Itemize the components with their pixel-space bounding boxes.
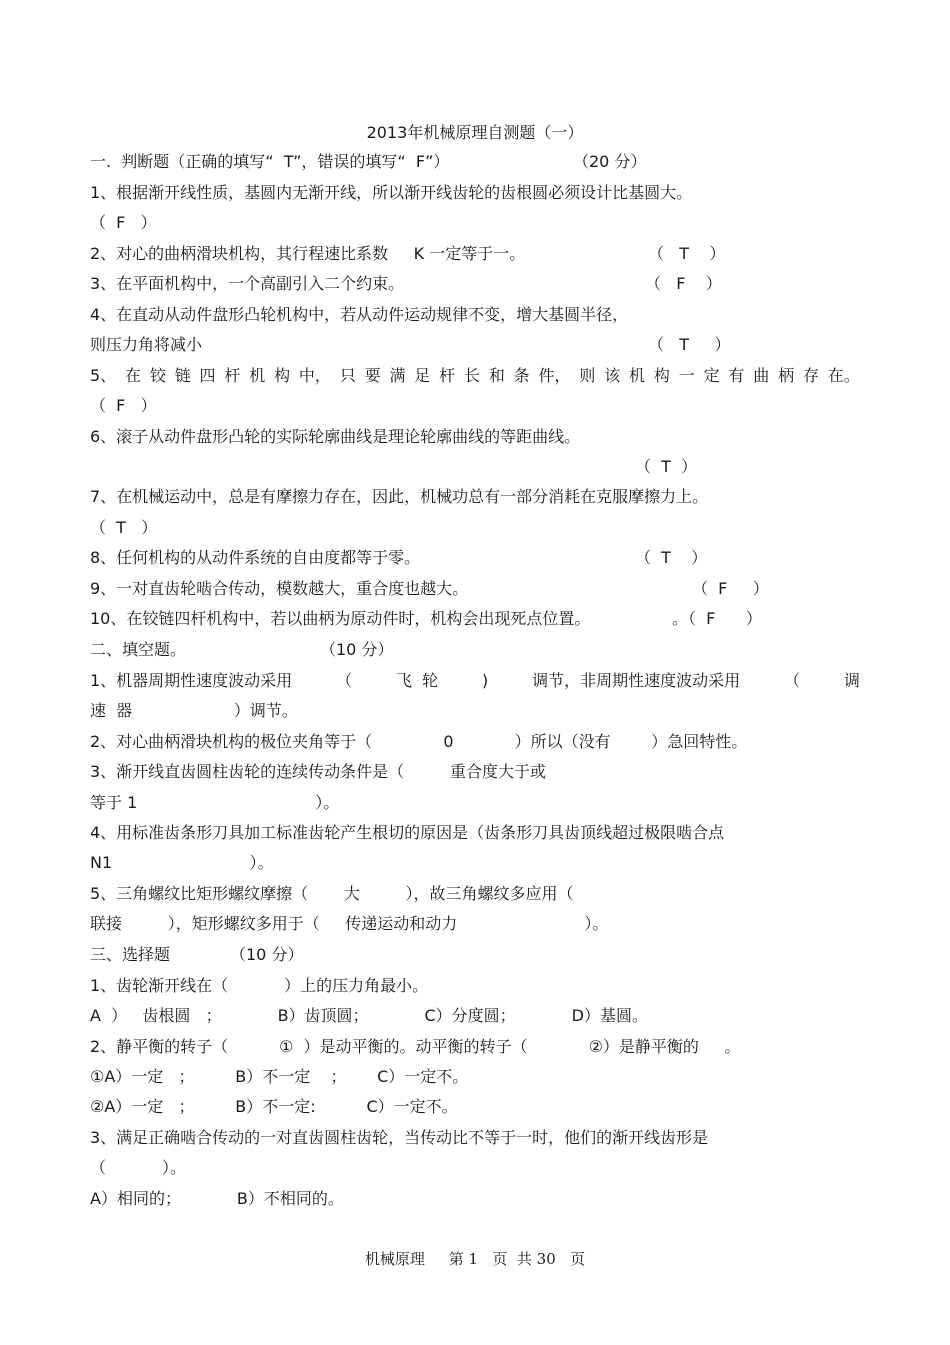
question-1-1-text: 1、根据渐开线性质，基圆内无渐开线，所以渐开线齿轮的齿根圆必须设计比基圆大。 xyxy=(90,183,693,202)
question-3-3-text-line2: （ ）。 xyxy=(90,1158,186,1177)
question-1-1-answer: （ F ） xyxy=(90,213,157,232)
question-1-5-text: 5、 在 铰 链 四 杆 机 构 中， 只 要 满 足 杆 长 和 条 件， 则 该 机 构 一 定 有 曲 柄 存 在。 xyxy=(90,366,860,385)
question-2-4-text: 4、用标准齿条形刀具加工标准齿轮产生根切的原因是（齿条形刀具齿顶线超过极限啮合点 xyxy=(90,823,725,842)
section2-score: （10 分） xyxy=(320,640,394,659)
question-3-1-options: A ） 齿根圆 ； B）齿顶圆； C）分度圆； D）基圆。 xyxy=(90,1006,648,1025)
question-1-3-text: 3、在平面机构中，一个高副引入二个约束。 xyxy=(90,274,405,293)
question-1-5-answer: （ F ） xyxy=(90,396,157,415)
question-1-2-answer: （ T ） xyxy=(648,244,726,263)
question-1-10-answer: 。（ F ） xyxy=(672,609,762,628)
question-3-3-text: 3、满足正确啮合传动的一对直齿圆柱齿轮，当传动比不等于一时，他们的渐开线齿形是 xyxy=(90,1128,709,1147)
question-2-3-text: 3、渐开线直齿圆柱齿轮的连续传动条件是（ 重合度大于或 xyxy=(90,762,546,781)
question-1-6-text: 6、滚子从动件盘形凸轮的实际轮廓曲线是理论轮廓曲线的等距曲线。 xyxy=(90,427,581,446)
question-1-8-answer: （ T ） xyxy=(635,548,708,567)
question-2-1-text: 1、机器周期性速度波动采用 （ 飞 轮 ) 调节，非周期性速度波动采用 （ 调 xyxy=(90,671,860,690)
question-3-2-text: 2、静平衡的转子（ ① ）是动平衡的。动平衡的转子（ ②）是静平衡的 。 xyxy=(90,1037,741,1056)
question-1-2-text: 2、对心的曲柄滑块机构，其行程速比系数 K 一定等于一。 xyxy=(90,244,526,263)
question-2-4-text-line2: N1 ）。 xyxy=(90,853,274,872)
question-2-1-text-line2: 速 器 ）调节。 xyxy=(90,701,298,720)
section2-heading: 二、填空题。 xyxy=(90,640,187,659)
question-1-9-answer: （ F ） xyxy=(692,579,769,598)
question-3-2-options-2: ②A）一定 ； B）不一定: C）一定不。 xyxy=(90,1097,458,1116)
question-2-3-text-line2: 等于 1 ）。 xyxy=(90,793,340,812)
question-1-7-text: 7、在机械运动中，总是有摩擦力存在，因此，机械功总有一部分消耗在克服摩擦力上。 xyxy=(90,487,709,506)
question-3-1-text: 1、齿轮渐开线在（ ）上的压力角最小。 xyxy=(90,976,429,995)
question-2-2-text: 2、对心曲柄滑块机构的极位夹角等于（ 0 ）所以（没有 ）急回特性。 xyxy=(90,732,748,751)
question-1-3-answer: （ F ） xyxy=(645,274,722,293)
question-1-4-text-line2: 则压力角将减小 xyxy=(90,335,203,354)
question-1-7-answer: （ T ） xyxy=(90,518,158,537)
question-2-5-text-line2: 联接 ），矩形螺纹多用于（ 传递运动和动力 ）。 xyxy=(90,914,609,933)
section3-score: （10 分） xyxy=(230,945,304,964)
page-title: 2013年机械原理自测题（一） xyxy=(366,123,584,142)
question-1-10-text: 10、在铰链四杆机构中，若以曲柄为原动件时，机构会出现死点位置。 xyxy=(90,609,591,628)
question-3-3-options: A）相同的； B）不相同的。 xyxy=(90,1189,344,1208)
question-1-8-text: 8、任何机构的从动件系统的自由度都等于零。 xyxy=(90,548,421,567)
question-1-4-answer: （ T ） xyxy=(648,335,731,354)
page-footer: 机械原理 第 1 页 共 30 页 xyxy=(364,1250,586,1268)
section1-heading: 一. 判断题（正确的填写“ T”，错误的填写“ F”） xyxy=(90,152,450,171)
section3-heading: 三、选择题 xyxy=(90,945,171,964)
question-1-6-answer: （ T ） xyxy=(635,457,698,476)
question-3-2-options-1: ①A）一定 ； B）不一定 ； C）一定不。 xyxy=(90,1067,469,1086)
section1-score: （20 分） xyxy=(573,152,647,171)
question-1-9-text: 9、一对直齿轮啮合传动，模数越大，重合度也越大。 xyxy=(90,579,469,598)
question-2-5-text: 5、三角螺纹比矩形螺纹摩擦（ 大 ），故三角螺纹多应用（ xyxy=(90,884,574,903)
question-1-4-text: 4、在直动从动件盘形凸轮机构中，若从动件运动规律不变，增大基圆半径， xyxy=(90,305,629,324)
